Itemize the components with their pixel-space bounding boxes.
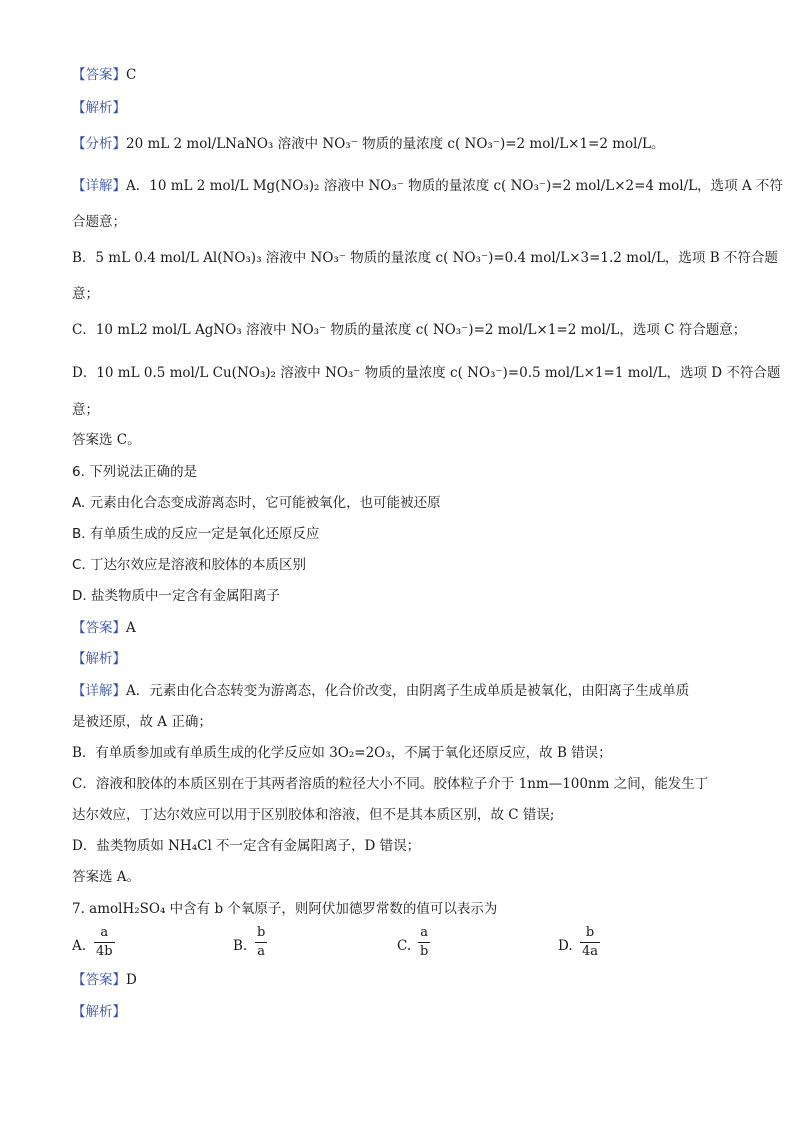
answer-tag: 【答案】 [72, 972, 126, 988]
analysis-heading-5 [72, 98, 126, 118]
question-6-option-d: D. 盐类物质中一定含有金属阳离子 [72, 588, 280, 604]
answer-value: C [126, 67, 137, 83]
q7-option-d-fraction [580, 925, 600, 960]
xiangjie-a-text: A．10 mL 2 mol/L Mg(NO₃)₂ 溶液中 NO₃⁻ 物质的量浓度 c( NO₃⁻)=2 mol/L×2=4 mol/L，选项 A 不符 [126, 178, 783, 194]
answer-tag: 【答案】 [72, 620, 126, 636]
fraction-numerator: a [100, 925, 109, 940]
analysis-tag: 【解析】 [72, 100, 126, 116]
question-6-option-a: A. 元素由化合态变成游离态时，它可能被氧化，也可能被还原 [72, 495, 441, 511]
q7-option-b-fraction [255, 925, 267, 960]
fraction-bar [580, 942, 600, 943]
xiangjie-tag: 【详解】 [72, 683, 126, 699]
fraction-denominator: 4a [582, 944, 599, 959]
q7-option-c-label: C. [397, 938, 412, 954]
xiangjie-line-a-cont: 合题意； [72, 214, 126, 230]
xiangjie-line-b: B．5 mL 0.4 mol/L Al(NO₃)₃ 溶液中 NO₃⁻ 物质的量浓度 c( NO₃⁻)=0.4 mol/L×3=1.2 mol/L，选项 B 不符合题 [72, 250, 778, 266]
question-6-stem: 6. 下列说法正确的是 [72, 464, 198, 480]
answer-value: A [126, 620, 136, 636]
xiangjie-line-b-cont: 意； [72, 286, 99, 302]
q6-xiangjie-line-6: D．盐类物质如 NH₄Cl 不一定含有金属阳离子，D 错误； [72, 838, 421, 854]
xiangjie-tag: 【详解】 [72, 178, 126, 194]
answer-line-7 [72, 970, 137, 990]
fraction-bar [255, 942, 267, 943]
q7-option-a-fraction [94, 925, 115, 960]
analysis-heading-6 [72, 649, 126, 669]
fraction-numerator: b [585, 925, 595, 940]
analysis-tag: 【解析】 [72, 651, 126, 667]
q7-option-b-label: B. [233, 938, 248, 954]
answer-line-6 [72, 618, 136, 638]
xiangjie-line-d: D．10 mL 0.5 mol/L Cu(NO₃)₂ 溶液中 NO₃⁻ 物质的量浓度 c( NO₃⁻)=0.5 mol/L×1=1 mol/L，选项 D 不符合题 [72, 365, 781, 381]
xiangjie-line-d-cont: 意； [72, 402, 99, 418]
answer-line-5 [72, 65, 136, 85]
fenxi-line [72, 134, 665, 154]
question-6-option-c: C. 丁达尔效应是溶液和胶体的本质区别 [72, 557, 307, 573]
fraction-denominator: b [420, 944, 429, 959]
q6-xiangjie-line-1 [72, 681, 689, 701]
fraction-numerator: b [257, 925, 266, 940]
fraction-numerator: a [420, 925, 429, 940]
question-6-option-b: B. 有单质生成的反应一定是氧化还原反应 [72, 526, 320, 542]
q7-option-c-fraction [418, 925, 430, 960]
analysis-tag: 【解析】 [72, 1004, 126, 1020]
q6-xiangjie-text-1: A．元素由化合态转变为游离态，化合价改变，由阴离子生成单质是被氧化，由阳离子生成单质 [126, 683, 690, 699]
question-7-stem: 7. amolH₂SO₄ 中含有 b 个氧原子，则阿伏加德罗常数的值可以表示为 [72, 901, 498, 917]
fenxi-tag: 【分析】 [72, 136, 126, 152]
xiangjie-line-c: C．10 mL2 mol/L AgNO₃ 溶液中 NO₃⁻ 物质的量浓度 c( NO₃⁻)=2 mol/L×1=2 mol/L，选项 C 符合题意； [72, 322, 747, 338]
q6-xiangjie-line-3: B．有单质参加或有单质生成的化学反应如 3O₂=2O₃，不属于氧化还原反应，故 B 错误； [72, 745, 612, 761]
answer-summary-5: 答案选 C。 [72, 432, 141, 448]
q7-option-d-label: D. [558, 938, 573, 954]
q7-option-a-label: A. [72, 938, 87, 954]
analysis-heading-7 [72, 1002, 126, 1022]
q6-xiangjie-line-2: 是被还原，故 A 正确； [72, 714, 212, 730]
fenxi-text: 20 mL 2 mol/LNaNO₃ 溶液中 NO₃⁻ 物质的量浓度 c( NO₃⁻)=2 mol/L×1=2 mol/L。 [126, 136, 665, 152]
answer-tag: 【答案】 [72, 67, 126, 83]
answer-summary-6: 答案选 A。 [72, 869, 141, 885]
fraction-denominator: 4b [96, 944, 113, 959]
xiangjie-line-a [72, 176, 783, 196]
fraction-bar [94, 942, 115, 943]
fraction-bar [418, 942, 430, 943]
answer-value: D [126, 972, 137, 988]
q6-xiangjie-line-4: C．溶液和胶体的本质区别在于其两者溶质的粒径大小不同。胶体粒子介于 1nm—100nm 之间，能发生丁 [72, 776, 709, 792]
fraction-denominator: a [257, 944, 266, 959]
q6-xiangjie-line-5: 达尔效应，丁达尔效应可以用于区别胶体和溶液，但不是其本质区别，故 C 错误; [72, 807, 555, 823]
